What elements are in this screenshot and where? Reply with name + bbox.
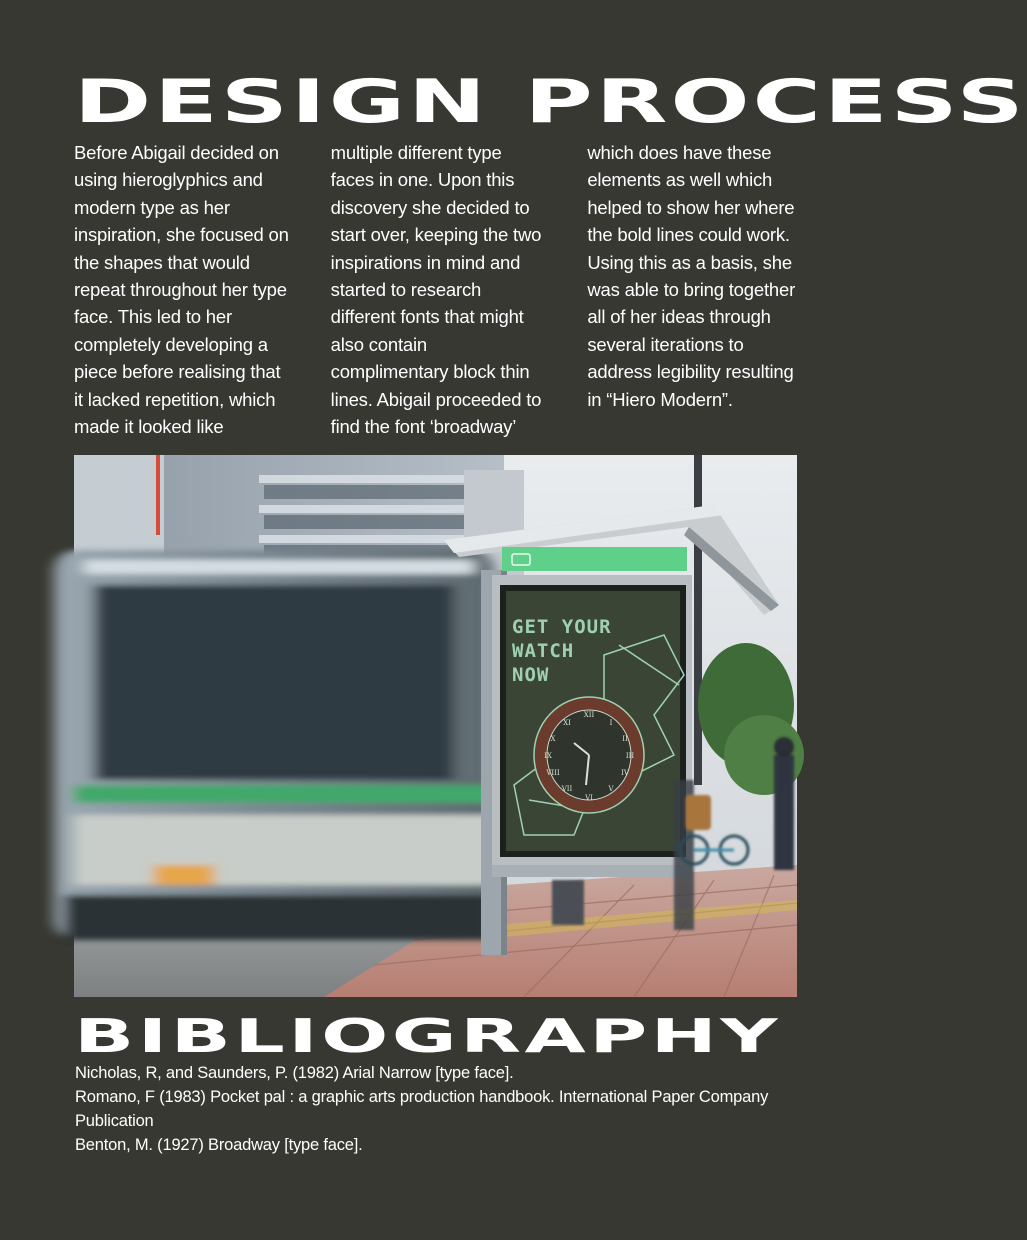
bibliography-list [75, 1061, 795, 1157]
poster-line-3: NOW [512, 664, 550, 686]
svg-text:VI: VI [585, 794, 593, 802]
poster-line-2: WATCH [512, 640, 575, 662]
bibliography-entry: Benton, M. (1927) Broadway [type face]. [75, 1136, 363, 1154]
svg-text:IX: IX [544, 752, 552, 760]
bibliography-entry: Romano, F (1983) Pocket pal : a graphic arts production handbook. International Paper Company Publication [75, 1088, 769, 1130]
svg-text:IV: IV [621, 769, 629, 777]
svg-text:X: X [550, 735, 556, 743]
bibliography-entry: Nicholas, R, and Saunders, P. (1982) Arial Narrow [type face]. [75, 1064, 514, 1082]
poster-line-1: GET YOUR [512, 616, 612, 638]
svg-text:II: II [622, 735, 628, 743]
svg-text:V: V [608, 785, 614, 793]
design-process-text [74, 139, 804, 440]
svg-text:XII: XII [583, 711, 595, 719]
svg-text:VIII: VIII [546, 769, 560, 777]
text-column-1: Before Abigail decided on using hieroglyphics and modern type as her inspiration, she focused on the shapes that would repeat throughout her type face. This led to her completely developing a piece before realising that it lacked repetition, which made it looked like [74, 142, 289, 438]
svg-text:XI: XI [563, 719, 571, 727]
bus-stop-poster-photo [74, 455, 797, 997]
text-column-2: multiple different type faces in one. Upon this discovery she decided to start over, keeping the two inspirations in mind and started to research different fonts that might also contain complimentary block thin lines. Abigail proceeded to find the font ‘broadway’ [330, 142, 542, 438]
text-column-3: which does have these elements as well which helped to show her where the bold lines could work. Using this as a basis, she was able to bring together all of her ideas through several iterations to address legibility resulting in “Hiero Modern”. [587, 142, 796, 410]
page-title: DESIGN PROCESS [74, 67, 1027, 137]
svg-text:VII: VII [561, 785, 573, 793]
svg-text:I: I [609, 719, 613, 727]
svg-text:III: III [625, 752, 635, 760]
bibliography-title: BIBLIOGRAPHY [74, 1009, 782, 1063]
